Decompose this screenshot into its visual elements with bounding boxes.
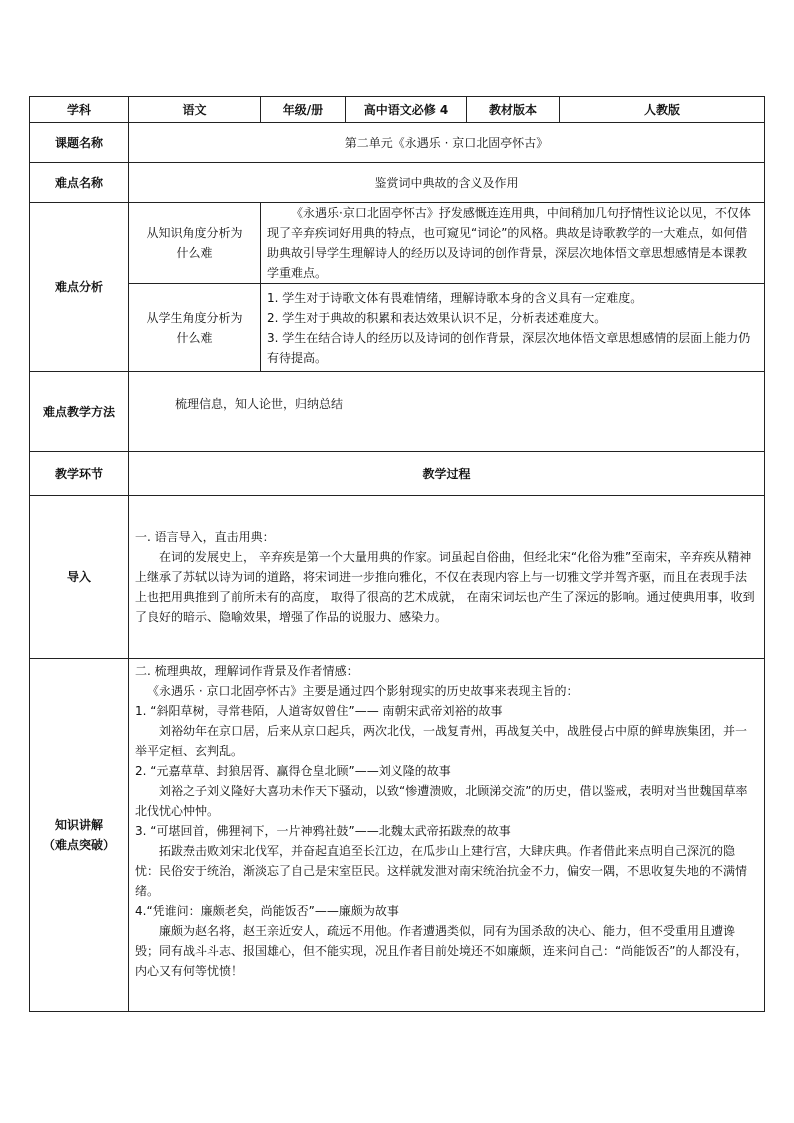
- edition-label: 教材版本: [467, 97, 560, 123]
- knowledge-label-line1: 知识讲解: [54, 818, 103, 832]
- method-label: 难点教学方法: [30, 372, 129, 452]
- subject-value: 语文: [129, 97, 261, 123]
- knowledge-row: [30, 659, 765, 1012]
- stage-label: 教学环节: [30, 452, 129, 496]
- knowledge-intro: 《永遇乐 · 京口北固亭怀古》主要是通过四个影射现实的历史故事来表现主旨的：: [147, 684, 579, 698]
- knowledge-content: [129, 659, 765, 1012]
- knowledge-label-line2: （难点突破）: [42, 838, 115, 852]
- analysis-label: 难点分析: [30, 203, 129, 372]
- intro-row: [30, 496, 765, 659]
- student-point: 2. 学生对于典故的积累和表达效果认识不足，分析表述难度大。: [267, 310, 607, 325]
- allusion-title: 3. “可堪回首，佛狸祠下，一片神鸦社鼓”——北魏太武帝拓跋焘的故事: [135, 824, 511, 838]
- knowledge-heading: 二. 梳理典故，理解词作背景及作者情感：: [135, 664, 359, 678]
- analysis-row-knowledge: [30, 203, 765, 284]
- analysis-row-student: [30, 284, 765, 372]
- grade-value: 高中语文必修 4: [346, 97, 467, 123]
- difficulty-value: 鉴赏词中典故的含义及作用: [129, 163, 765, 203]
- student-point: 3. 学生在结合诗人的经历以及诗词的创作背景，深层次地体悟文章思想感情的层面上能力仍有待提高。: [267, 330, 751, 365]
- process-label: 教学过程: [129, 452, 765, 496]
- student-point: 1. 学生对于诗歌文体有畏难情绪，理解诗歌本身的含义具有一定难度。: [267, 290, 643, 305]
- intro-paragraph: 在词的发展史上， 辛弃疾是第一个大量用典的作家。词虽起自俗曲，但经北宋“化俗为雅”至南宋，辛弃疾从精神上继承了苏轼以诗为词的道路，将宋词进一步推向雅化，不仅在表现内容上与一切雅文学并驾齐驱，而且在表现手法上也把用典推到了前所未有的高度， 取得了很高的艺术成就， 在南宋词坛也产生了深远的影响。通过使典用事，收到了良好的暗示、隐喻效果，增强了作品的说服力、感染力。: [135, 550, 755, 624]
- difficulty-row: [30, 163, 765, 203]
- subject-label: 学科: [30, 97, 129, 123]
- allusion-body: 刘裕幼年在京口居，后来从京口起兵，两次北伐，一战复青州，再战复关中，战胜侵占中原的鲜卑族集团，并一举平定桓、玄判乱。: [135, 724, 748, 758]
- lesson-plan-table: [29, 96, 765, 1012]
- knowledge-angle-text: [261, 203, 765, 284]
- student-angle-text: [261, 284, 765, 372]
- intro-heading: 一. 语言导入，直击用典：: [135, 530, 275, 544]
- lesson-row: [30, 123, 765, 163]
- knowledge-label: [30, 659, 129, 1012]
- difficulty-label: 难点名称: [30, 163, 129, 203]
- method-value: 梳理信息，知人论世，归纳总结: [129, 372, 765, 452]
- student-angle-label: 从学生角度分析为什么难: [129, 284, 261, 372]
- allusion-body: 拓跋焘击败刘宋北伐军，并奋起直追至长江边，在瓜步山上建行宫，大肆庆典。作者借此来点明自己深沉的隐忧：民俗安于统治，渐淡忘了自己是宋室臣民。这样就发泄对南宋统治抗金不力，偏安一隅，不思收复失地的不满情绪。: [135, 844, 748, 898]
- grade-label: 年级/册: [261, 97, 346, 123]
- knowledge-angle-paragraph: 《永遇乐·京口北固亭怀古》抒发感慨连连用典，中间稍加几句抒情性议论以见，不仅体现了辛弃疾词好用典的特点，也可窥见“词论”的风格。典故是诗歌教学的一大难点，如何借助典故引导学生理解诗人的经历以及诗词的创作背景，深层次地体悟文章思想感情是本课教学重难点。: [267, 206, 751, 280]
- allusion-body: 刘裕之子刘义隆好大喜功未作天下骚动，以致“惨遭溃败，北顾涕交流”的历史，借以鉴戒，表明对当世魏国草率北伐忧心忡忡。: [135, 784, 748, 818]
- allusion-title: 1. “斜阳草树，寻常巷陌，人道寄奴曾住”—— 南朝宋武帝刘裕的故事: [135, 704, 503, 718]
- intro-content: [129, 496, 765, 659]
- header-row: [30, 97, 765, 123]
- edition-value: 人教版: [560, 97, 765, 123]
- allusion-title: 2. “元嘉草草、封狼居胥、赢得仓皇北顾”——刘义隆的故事: [135, 764, 451, 778]
- lesson-title: 第二单元《永遇乐 · 京口北固亭怀古》: [129, 123, 765, 163]
- method-row: [30, 372, 765, 452]
- allusion-title: 4.“凭谁问：廉颇老矣，尚能饭否”——廉颇为故事: [135, 904, 399, 918]
- intro-label: 导入: [30, 496, 129, 659]
- lesson-label: 课题名称: [30, 123, 129, 163]
- process-header-row: [30, 452, 765, 496]
- allusion-body: 廉颇为赵名将，赵王亲近安人，疏远不用他。作者遭遇类似，同有为国杀敌的决心、能力，但不受重用且遭谗毁；同有战斗斗志、报国雄心，但不能实现，况且作者目前处境还不如廉颇，连来问自己：“尚能饭否”的人都没有，内心又有何等忧愤！: [135, 924, 748, 978]
- knowledge-angle-label: 从知识角度分析为什么难: [129, 203, 261, 284]
